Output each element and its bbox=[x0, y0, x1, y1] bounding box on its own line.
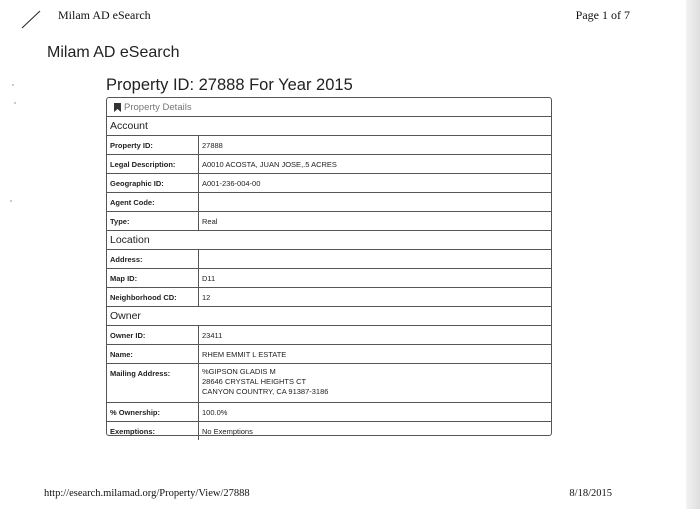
table-row bbox=[107, 345, 551, 364]
table-row bbox=[107, 193, 551, 212]
ownership-value: 100.0% bbox=[202, 408, 228, 417]
ownership-label: % Ownership: bbox=[107, 403, 199, 421]
scan-edge bbox=[686, 0, 700, 509]
footer-url: http://esearch.milamad.org/Property/View/27888 bbox=[44, 488, 250, 499]
map-id-label: Map ID: bbox=[107, 269, 199, 287]
property-details-panel bbox=[106, 97, 552, 436]
panel-header-label: Property Details bbox=[124, 101, 192, 113]
agent-code-value bbox=[199, 193, 551, 211]
table-row bbox=[107, 212, 551, 231]
property-id-label: Property ID: bbox=[107, 136, 199, 154]
section-account: Account bbox=[107, 117, 551, 136]
name-value: RHEM EMMIT L ESTATE bbox=[202, 350, 287, 359]
table-row bbox=[107, 288, 551, 307]
scan-speck bbox=[10, 200, 12, 202]
legal-description-label: Legal Description: bbox=[107, 155, 199, 173]
page-title: Property ID: 27888 For Year 2015 bbox=[106, 76, 353, 94]
footer-date: 8/18/2015 bbox=[569, 488, 612, 499]
exemptions-value: No Exemptions bbox=[202, 427, 253, 436]
exemptions-label: Exemptions: bbox=[107, 422, 199, 440]
section-owner: Owner bbox=[107, 307, 551, 326]
table-row bbox=[107, 422, 551, 440]
mailing-address-line: CANYON COUNTRY, CA 91387-3186 bbox=[202, 387, 329, 396]
table-row bbox=[107, 155, 551, 174]
mailing-address-line: %GIPSON GLADIS M bbox=[202, 367, 276, 376]
table-row bbox=[107, 250, 551, 269]
print-header-site: Milam AD eSearch bbox=[58, 8, 151, 22]
panel-header bbox=[107, 98, 551, 117]
table-row bbox=[107, 136, 551, 155]
pen-mark-icon bbox=[20, 8, 42, 30]
owner-id-value: 23411 bbox=[202, 331, 223, 340]
mailing-address-line: 28646 CRYSTAL HEIGHTS CT bbox=[202, 377, 307, 386]
table-row bbox=[107, 364, 551, 403]
legal-description-value: A0010 ACOSTA, JUAN JOSE,.5 ACRES bbox=[202, 160, 337, 169]
geographic-id-value: A001-236-004-00 bbox=[202, 179, 261, 188]
table-row bbox=[107, 326, 551, 345]
type-label: Type: bbox=[107, 212, 199, 230]
table-row bbox=[107, 403, 551, 422]
type-value: Real bbox=[202, 217, 218, 226]
scan-speck bbox=[14, 102, 16, 104]
table-row bbox=[107, 269, 551, 288]
mailing-address-value bbox=[199, 364, 551, 402]
neighborhood-cd-label: Neighborhood CD: bbox=[107, 288, 199, 306]
address-label: Address: bbox=[107, 250, 199, 268]
map-id-value: D11 bbox=[202, 274, 216, 283]
name-label: Name: bbox=[107, 345, 199, 363]
bookmark-icon bbox=[114, 103, 121, 112]
print-header-page: Page 1 of 7 bbox=[575, 8, 630, 22]
scan-speck bbox=[12, 84, 14, 86]
site-title: Milam AD eSearch bbox=[47, 44, 180, 61]
owner-id-label: Owner ID: bbox=[107, 326, 199, 344]
section-location: Location bbox=[107, 231, 551, 250]
address-value bbox=[199, 250, 551, 268]
neighborhood-cd-value: 12 bbox=[202, 293, 211, 302]
property-id-value: 27888 bbox=[202, 141, 223, 150]
agent-code-label: Agent Code: bbox=[107, 193, 199, 211]
geographic-id-label: Geographic ID: bbox=[107, 174, 199, 192]
mailing-address-label: Mailing Address: bbox=[107, 364, 199, 402]
table-row bbox=[107, 174, 551, 193]
